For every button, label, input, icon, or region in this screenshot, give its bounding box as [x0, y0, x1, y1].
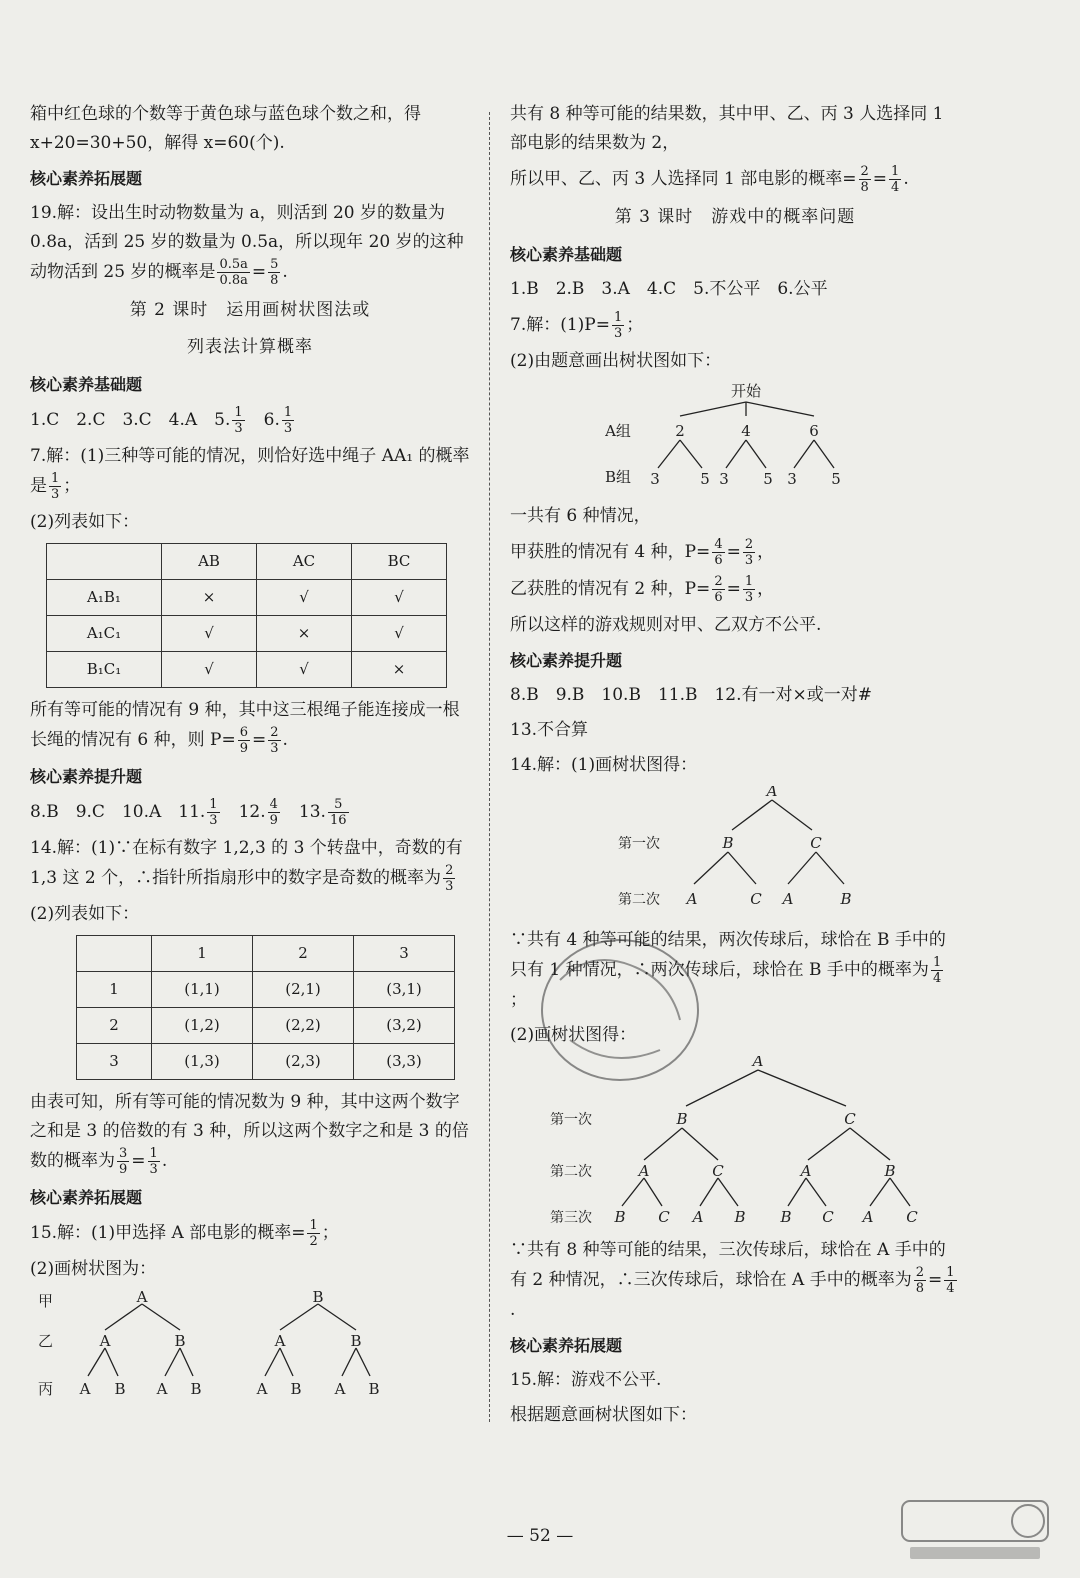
svg-text:B: B [368, 1380, 380, 1398]
q7-answer: 7.解：(1)三种等可能的情况，则恰好选中绳子 AA₁ 的概率是 $\frac{1}{3}$ ； [30, 446, 470, 502]
page-number: — 52 — [506, 1526, 574, 1546]
svg-text:B: B [734, 1208, 746, 1226]
table-row: AB AC BC [47, 544, 447, 580]
section-heading: 核心素养拓展题 [510, 1336, 623, 1355]
svg-text:A: A [862, 1208, 874, 1226]
section-heading: 核心素养基础题 [510, 245, 623, 264]
lesson-title-line2: 列表法计算概率 [187, 337, 313, 357]
q15-answer: 15.解：(1)甲选择 A 部电影的概率= $\frac{1}{2}$ ； [30, 1218, 339, 1249]
q14-part2: (2)列表如下： [30, 904, 140, 924]
svg-text:第二次: 第二次 [550, 1164, 592, 1180]
svg-text:B: B [884, 1162, 896, 1180]
answers-1-6: 1.B 2.B 3.A 4.C 5.不公平 6.公平 [510, 279, 828, 299]
svg-text:5: 5 [831, 470, 841, 488]
section-heading: 核心素养提升题 [510, 651, 623, 670]
svg-text:B: B [114, 1380, 126, 1398]
svg-text:A: A [136, 1290, 148, 1306]
svg-text:C: C [810, 834, 822, 852]
svg-text:2: 2 [675, 422, 685, 440]
svg-text:第三次: 第三次 [550, 1210, 592, 1226]
svg-text:A: A [334, 1380, 346, 1398]
svg-text:4: 4 [741, 422, 751, 440]
q7-part2: (2)由题意画出树状图如下： [510, 351, 722, 371]
svg-text:第二次: 第二次 [618, 892, 660, 908]
svg-text:A: A [79, 1380, 91, 1398]
svg-text:5: 5 [763, 470, 773, 488]
section-heading: 核心素养拓展题 [30, 1188, 143, 1207]
q7-answer: 7.解：(1)P= $\frac{1}{3}$ ； [510, 310, 644, 341]
answers-8-13: 8.B 9.C 10.A 11. $\frac{1}{3}$ 12. $\frac{4}{9}$ 13. $\frac{5}{16}$ [30, 797, 347, 828]
q19-answer: 19.解：设出生时动物数量为 a，则活到 20 岁的数量为 0.8a，活到 25 岁的数量为 0.5a，所以现年 20 岁的这种动物活到 25 岁的概率是 $\frac{0.5a}{0.8a}$ = $\frac{5}{8}$ . [30, 203, 464, 288]
q14-answer: 14.解：(1)∵在标有数字 1,2,3 的 3 个转盘中，奇数的有 1,3 这 2 个，∴指针所指扇形中的数字是奇数的概率为 $\frac{2}{3}$ [30, 838, 463, 894]
q14-conclusion: 由表可知，所有等可能的情况数为 9 种，其中这两个数字之和是 3 的倍数的有 3 种，所以这两个数字之和是 3 的倍数的概率为 $\frac{3}{9}$ = $\frac{1}{3}$ . [30, 1092, 469, 1177]
q15-probability: 所以甲、乙、丙 3 人选择同 1 部电影的概率= $\frac{2}{8}$ = $\frac{1}{4}$ . [510, 164, 909, 195]
q7-jia: 甲获胜的情况有 4 种，P= $\frac{4}{6}$ = $\frac{2}{3}$ ， [510, 537, 775, 568]
q15-part2: (2)画树状图为： [30, 1259, 157, 1279]
tree-diagram-q15 [30, 1290, 470, 1410]
svg-text:A: A [800, 1162, 812, 1180]
fraction: $\frac{0.5a}{0.8a}$ [219, 257, 248, 288]
tree-diagram-q7 [510, 382, 960, 492]
section-heading: 核心素养拓展题 [30, 169, 143, 188]
svg-text:A组: A组 [605, 422, 631, 440]
svg-text:C: C [712, 1162, 724, 1180]
svg-text:6: 6 [809, 422, 819, 440]
svg-text:C: C [906, 1208, 918, 1226]
tree-diagram-q14-1 [510, 786, 960, 916]
svg-text:第一次: 第一次 [618, 836, 660, 852]
table-row: 3 (1,3) (2,3) (3,3) [77, 1044, 455, 1080]
table-row: 1 2 3 [77, 936, 455, 972]
svg-text:A: A [156, 1380, 168, 1398]
svg-text:3: 3 [650, 470, 660, 488]
lesson-title: 第 3 课时 游戏中的概率问题 [614, 207, 856, 227]
section-heading: 核心素养基础题 [30, 375, 143, 394]
table-row: 2 (1,2) (2,2) (3,2) [77, 1008, 455, 1044]
svg-text:甲: 甲 [38, 1292, 54, 1310]
svg-text:B: B [780, 1208, 792, 1226]
q7-conclusion: 所有等可能的情况有 9 种，其中这三根绳子能连接成一根长绳的情况有 6 种，则 P= $\frac{6}{9}$ = $\frac{2}{3}$ . [30, 700, 460, 756]
svg-text:B: B [190, 1380, 202, 1398]
svg-text:B: B [290, 1380, 302, 1398]
q15-result-text: 共有 8 种等可能的结果数，其中甲、乙、丙 3 人选择同 1 部电影的结果数为 2， [510, 104, 944, 153]
svg-text:丙: 丙 [38, 1380, 54, 1398]
intro-text: 箱中红色球的个数等于黄色球与蓝色球个数之和，得 x+20=30+50，解得 x=60(个). [30, 104, 421, 153]
svg-text:B: B [722, 834, 734, 852]
table-row: 1 (1,1) (2,1) (3,1) [77, 972, 455, 1008]
q7-conclusion: 所以这样的游戏规则对甲、乙双方不公平. [510, 615, 822, 635]
svg-text:B: B [350, 1332, 362, 1350]
section-heading: 核心素养提升题 [30, 767, 143, 786]
svg-text:A: A [99, 1332, 111, 1350]
table-row: A₁C₁ √ × √ [47, 616, 447, 652]
table-row: A₁B₁ × √ √ [47, 580, 447, 616]
answers-8-12: 8.B 9.B 10.B 11.B 12.有一对×或一对# [510, 685, 873, 705]
lesson-title: 第 2 课时 运用画树状图法或 [129, 300, 371, 320]
q15-answer: 15.解：游戏不公平. [510, 1370, 662, 1390]
svg-text:A: A [692, 1208, 704, 1226]
svg-text:C: C [844, 1110, 856, 1128]
svg-text:C: C [658, 1208, 670, 1226]
svg-text:乙: 乙 [38, 1332, 54, 1350]
svg-text:A: A [752, 1056, 764, 1070]
svg-text:B: B [312, 1290, 324, 1306]
q14-answer: 14.解：(1)画树状图得： [510, 755, 698, 775]
svg-text:3: 3 [719, 470, 729, 488]
svg-text:A: A [782, 890, 794, 908]
svg-text:B: B [174, 1332, 186, 1350]
table-row: B₁C₁ √ √ × [47, 652, 447, 688]
svg-text:A: A [638, 1162, 650, 1180]
q14-part2: (2)画树状图得： [510, 1025, 637, 1045]
q7-part2: (2)列表如下： [30, 512, 140, 532]
svg-text:5: 5 [700, 470, 710, 488]
q14-part2-conclusion: ∵共有 8 种等可能的结果，三次传球后，球恰在 A 手中的有 2 种情况，∴三次传球后，球恰在 A 手中的概率为 $\frac{2}{8}$ = $\frac{1}{4}$ . [510, 1240, 955, 1320]
answer-13: 13.不合算 [510, 720, 589, 740]
svg-text:开始: 开始 [730, 382, 762, 400]
right-column [510, 100, 960, 1436]
svg-text:A: A [686, 890, 698, 908]
svg-text:第一次: 第一次 [550, 1112, 592, 1128]
left-column [30, 100, 470, 1420]
svg-text:3: 3 [787, 470, 797, 488]
svg-text:C: C [750, 890, 762, 908]
q15-part2: 根据题意画树状图如下： [510, 1405, 697, 1425]
svg-text:B: B [676, 1110, 688, 1128]
answers-1-6: 1.C 2.C 3.C 4.A 5. $\frac{1}{3}$ 6. $\frac{1}{3}$ [30, 405, 293, 436]
svg-text:B组: B组 [604, 468, 632, 486]
svg-text:B: B [840, 890, 852, 908]
fraction: $\frac{5}{8}$ [270, 257, 279, 288]
svg-text:B: B [614, 1208, 626, 1226]
q14-part1-conclusion: ∵共有 4 种等可能的结果，两次传球后，球恰在 B 手中的只有 1 种情况，∴两次传球后，球恰在 B 手中的概率为 $\frac{1}{4}$ ； [510, 930, 946, 1010]
sum-table [76, 935, 455, 1080]
column-divider [489, 112, 490, 1422]
svg-text:A: A [766, 786, 778, 800]
svg-text:A: A [256, 1380, 268, 1398]
site-logo [900, 1495, 1050, 1565]
q7-yi: 乙获胜的情况有 2 种，P= $\frac{2}{6}$ = $\frac{1}{3}$ ， [510, 574, 775, 605]
svg-text:A: A [274, 1332, 286, 1350]
q7-total: 一共有 6 种情况， [510, 506, 651, 526]
stamp-watermark [520, 910, 720, 1110]
rope-table [46, 543, 447, 688]
svg-text:C: C [822, 1208, 834, 1226]
